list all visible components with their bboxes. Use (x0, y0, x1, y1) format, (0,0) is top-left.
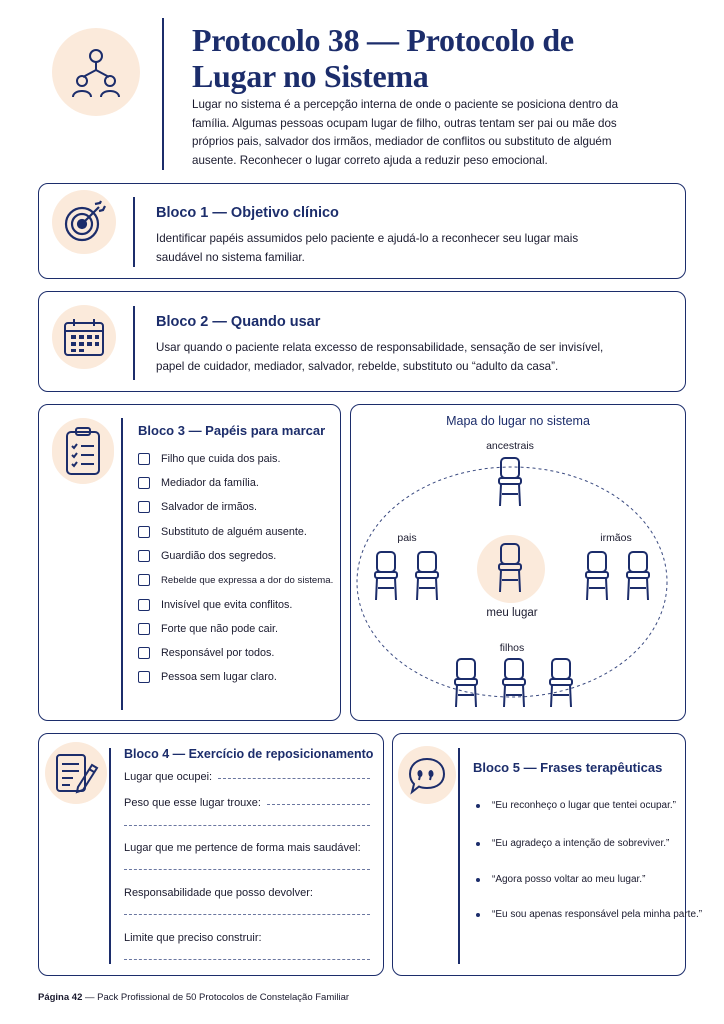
bullet (476, 804, 480, 808)
checkbox[interactable] (138, 647, 150, 659)
field-label: Lugar que ocupei: (124, 771, 213, 783)
checkbox-item[interactable] (138, 599, 292, 611)
footer-text: — Pack Profissional de 50 Protocolos de Constelação Familiar (85, 992, 350, 1003)
block-5-divider (458, 748, 460, 964)
checkbox-label: Forte que não pode cair. (161, 623, 279, 635)
calendar-icon (62, 316, 106, 358)
chair-ancestral-icon (496, 456, 524, 513)
checkbox-item[interactable] (138, 647, 274, 659)
checkbox[interactable] (138, 574, 150, 586)
page-title: Protocolo 38 — Protocolo de Lugar no Sistema (192, 22, 574, 94)
checkbox[interactable] (138, 453, 150, 465)
block-2-icon-circle (52, 305, 116, 369)
checkbox[interactable] (138, 599, 150, 611)
page-footer (38, 992, 349, 1003)
phrase-item (476, 800, 676, 811)
map-label-irmaos: irmãos (600, 532, 632, 544)
field-responsabilidade[interactable] (124, 887, 370, 899)
block-3-icon-circle (52, 418, 114, 484)
chair-meu-lugar-icon (496, 542, 524, 599)
block-5-title: Bloco 5 — Frases terapêuticas (473, 760, 663, 775)
checkbox[interactable] (138, 671, 150, 683)
checkbox[interactable] (138, 477, 150, 489)
block-4-divider (109, 748, 111, 964)
checkbox[interactable] (138, 550, 150, 562)
field-label: Responsabilidade que posso devolver: (124, 887, 313, 899)
phrase-text: “Eu reconheço o lugar que tentei ocupar.” (492, 800, 677, 811)
header-divider (162, 18, 164, 170)
bullet (476, 913, 480, 917)
field-peso[interactable] (124, 797, 370, 809)
checkbox-item[interactable] (138, 623, 278, 635)
block-5-icon-circle (398, 746, 456, 804)
chair-filho-2-icon (500, 657, 528, 714)
chair-pais-1-icon (372, 550, 400, 607)
checkbox-item[interactable] (138, 671, 277, 683)
checkbox[interactable] (138, 501, 150, 513)
checkbox-label: Rebelde que expressa a dor do sistema. (161, 574, 334, 586)
phrase-text: “Eu agradeço a intenção de sobreviver.” (492, 838, 670, 849)
checkbox-item[interactable] (138, 574, 333, 586)
checkbox-label: Mediador da família. (161, 477, 259, 489)
target-icon (61, 199, 107, 245)
chair-irmao-2-icon (624, 550, 652, 607)
document-pen-icon (52, 749, 100, 797)
page-number: Página 42 (38, 992, 83, 1003)
bullet (476, 842, 480, 846)
phrase-text: “Eu sou apenas responsável pela minha parte.” (492, 909, 703, 920)
map-label-ancestrais: ancestrais (486, 440, 534, 452)
field-lugar-ocupei[interactable] (124, 771, 370, 783)
checkbox-item[interactable] (138, 550, 276, 562)
checkbox[interactable] (138, 623, 150, 635)
field-lugar-saudavel[interactable] (124, 842, 370, 854)
block-1-divider (133, 197, 135, 267)
field-label: Lugar que me pertence de forma mais saudável: (124, 842, 361, 854)
clipboard-checklist-icon (63, 426, 103, 476)
block-1-icon-circle (52, 190, 116, 254)
answer-line[interactable] (124, 825, 370, 826)
map-title: Mapa do lugar no sistema (446, 414, 590, 428)
checkbox-label: Invisível que evita conflitos. (161, 599, 293, 611)
block-4-title: Bloco 4 — Exercício de reposicionamento (124, 747, 374, 761)
checkbox-item[interactable] (138, 477, 259, 489)
family-network-icon (67, 43, 125, 101)
block-2-title: Bloco 2 — Quando usar (156, 314, 321, 330)
block-2-divider (133, 306, 135, 380)
answer-line[interactable] (124, 869, 370, 870)
checkbox-label: Substituto de alguém ausente. (161, 526, 307, 538)
phrase-item (476, 909, 702, 920)
chair-pais-2-icon (413, 550, 441, 607)
block-4-icon-circle (45, 742, 107, 804)
checkbox-label: Filho que cuida dos pais. (161, 453, 281, 465)
field-label: Peso que esse lugar trouxe: (124, 797, 261, 809)
map-label-pais: pais (397, 532, 417, 544)
block-1-text: Identificar papéis assumidos pelo paciente e ajudá-lo a reconhecer seu lugar mais saudável no sistema familiar. (156, 232, 579, 264)
checkbox-item[interactable] (138, 453, 280, 465)
quote-bubble-icon (406, 754, 448, 796)
header-icon-circle (52, 28, 140, 116)
map-label-filhos: filhos (499, 642, 525, 654)
answer-line[interactable] (124, 914, 370, 915)
block-3-title: Bloco 3 — Papéis para marcar (138, 423, 326, 438)
checkbox-item[interactable] (138, 526, 307, 538)
chair-irmao-1-icon (583, 550, 611, 607)
checkbox-label: Salvador de irmãos. (161, 501, 258, 513)
block-1-title: Bloco 1 — Objetivo clínico (156, 205, 339, 221)
phrase-item (476, 874, 645, 885)
field-limite[interactable] (124, 932, 370, 944)
answer-line[interactable] (124, 959, 370, 960)
field-label: Limite que preciso construir: (124, 932, 262, 944)
chair-filho-3-icon (547, 657, 575, 714)
intro-paragraph: Lugar no sistema é a percepção interna de onde o paciente se posiciona dentro da família. Algumas pessoas ocupam lugar de filho, outras tentam ser pai ou mãe dos próprios pais, salvador dos irmãos, mediador de conflitos ou substituto de alguém ausente. Reconhecer o lugar correto ajuda a reduzir peso emocional. (192, 98, 619, 167)
phrase-item (476, 838, 669, 849)
chair-filho-1-icon (452, 657, 480, 714)
phrase-text: “Agora posso voltar ao meu lugar.” (492, 874, 646, 885)
checkbox-label: Pessoa sem lugar claro. (161, 671, 277, 683)
block-3-divider (121, 418, 123, 710)
checkbox[interactable] (138, 526, 150, 538)
checkbox-label: Responsável por todos. (161, 647, 275, 659)
bullet (476, 878, 480, 882)
map-label-meu-lugar: meu lugar (486, 607, 538, 619)
checkbox-label: Guardião dos segredos. (161, 550, 277, 562)
block-2-text: Usar quando o paciente relata excesso de responsabilidade, sensação de ser invisível, papel de cuidador, mediador, salvador, rebelde, substituto ou “adulto da casa”. (156, 341, 604, 373)
checkbox-item[interactable] (138, 501, 257, 513)
